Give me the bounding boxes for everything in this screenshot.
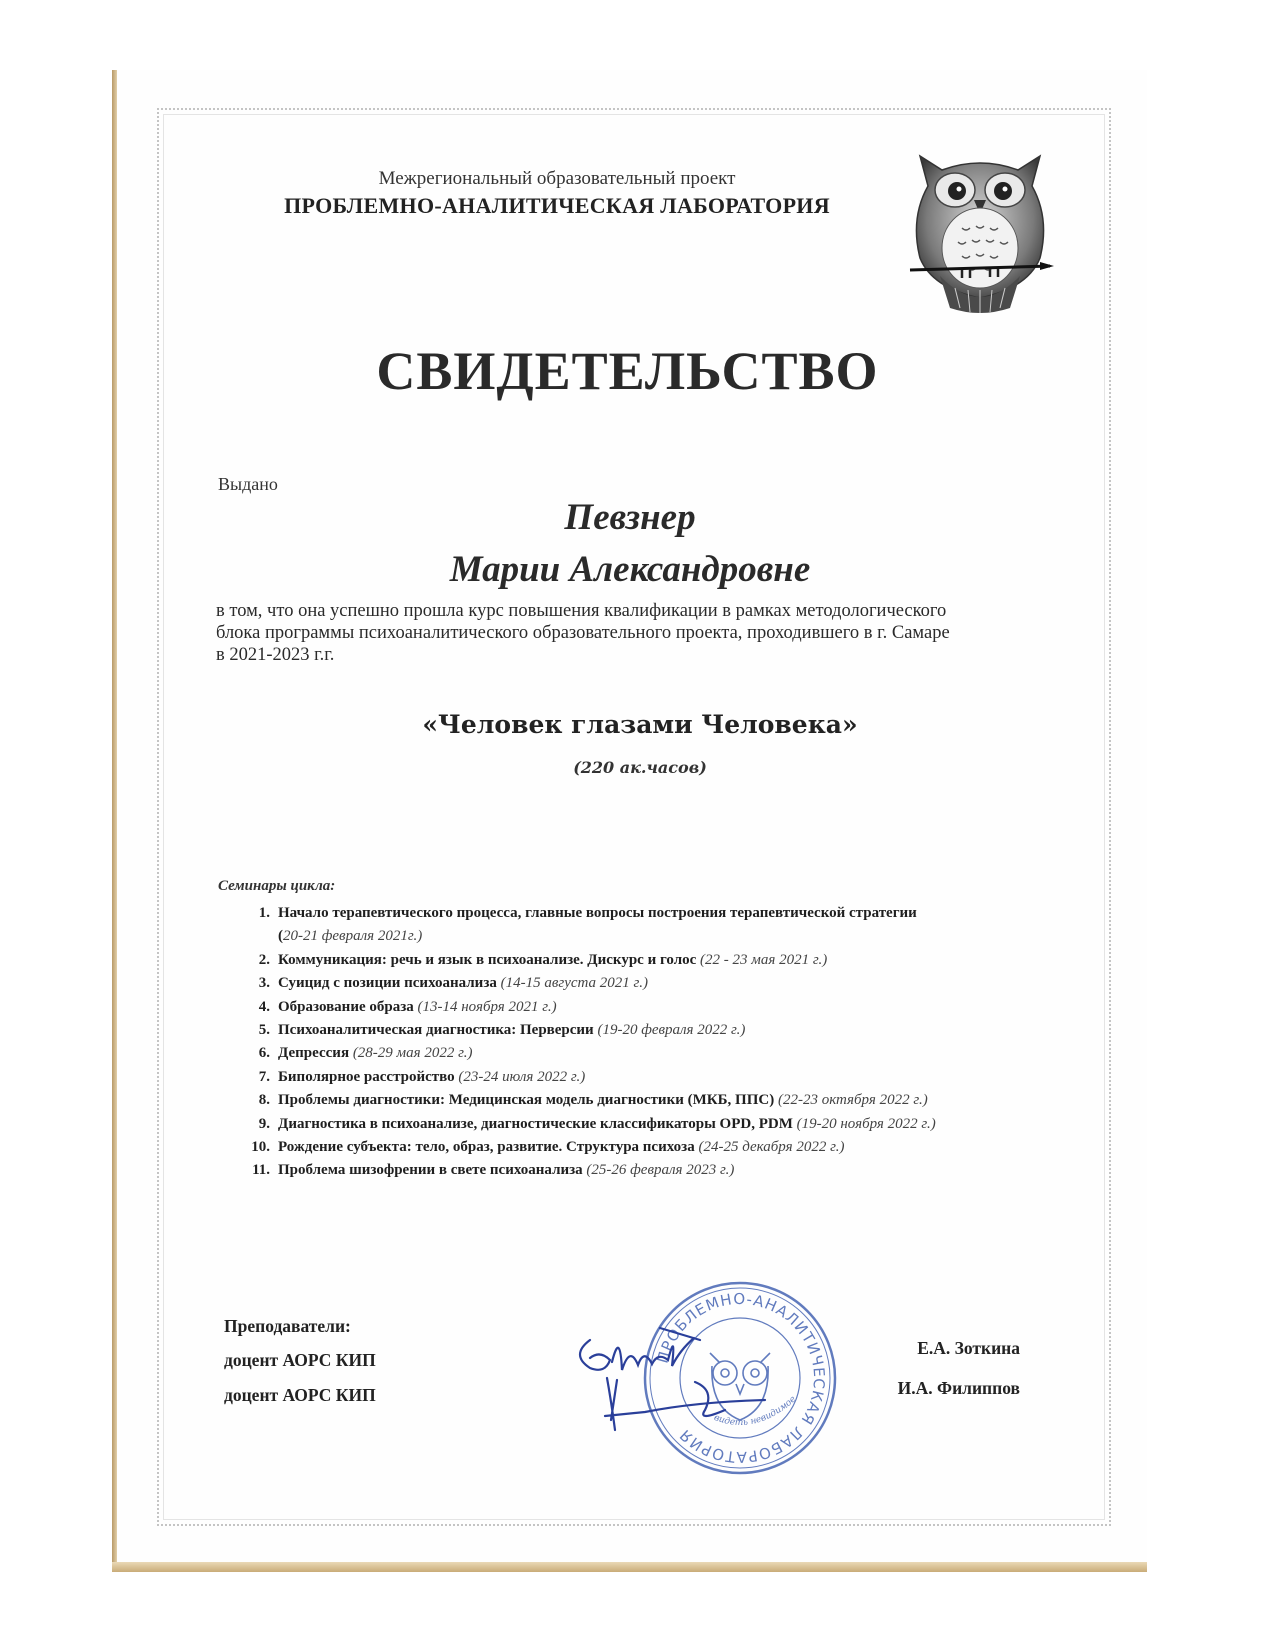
- seminar-dates: (22-23 октября 2022 г.): [777, 1092, 928, 1109]
- seminar-number: 3.: [258, 975, 270, 992]
- seminar-number: 4.: [258, 998, 270, 1015]
- seminar-list: [236, 902, 1056, 1183]
- seminar-item: [236, 996, 1056, 1019]
- project-subtitle: Межрегиональный образовательный проект: [378, 168, 736, 189]
- seminar-number: 5.: [258, 1022, 270, 1039]
- stamp-ring-text: ПРОБЛЕМНО-АНАЛИТИЧЕСКАЯ ЛАБОРАТОРИЯ: [653, 1289, 829, 1467]
- seminar-topic: Рождение субъекта: тело, образ, развитие. Структура психоза: [278, 1139, 695, 1156]
- seminar-number: 11.: [252, 1162, 270, 1179]
- seminar-topic: Начало терапевтического процесса, главные вопросы построения терапевтической стратегии: [278, 905, 917, 921]
- seminar-item: [236, 1042, 1056, 1065]
- body-line: в 2021-2023 г.г.: [216, 645, 335, 665]
- seminar-topic: Психоаналитическая диагностика: Перверсии: [278, 1022, 594, 1039]
- seminar-topic: Образование образа: [278, 998, 414, 1015]
- seminar-dates: (28-29 мая 2022 г.): [352, 1045, 473, 1062]
- body-line: в том, что она успешно прошла курс повышения квалификации в рамках методологического: [216, 601, 947, 621]
- seminar-dates: (13-14 ноября 2021 г.): [417, 998, 557, 1015]
- paper-edge-bottom: [112, 1562, 1147, 1572]
- seminar-topic: Суицид с позиции психоанализа: [278, 975, 497, 992]
- seminar-dates: 20-21 февраля 2021г.): [283, 928, 423, 945]
- seminar-item: [236, 1066, 1056, 1089]
- issued-label: Выдано: [218, 474, 278, 494]
- lab-name: ПРОБЛЕМНО-АНАЛИТИЧЕСКАЯ ЛАБОРАТОРИЯ: [284, 193, 830, 218]
- seminar-number: 6.: [258, 1045, 270, 1062]
- seminar-number: 9.: [258, 1115, 270, 1132]
- seminar-item: [236, 972, 1056, 995]
- seminar-open-paren: (: [278, 928, 283, 945]
- seminar-dates: (19-20 ноября 2022 г.): [796, 1115, 936, 1132]
- seminar-topic: Коммуникация: речь и язык в психоанализе. Дискурс и голос: [278, 951, 697, 968]
- seminar-topic: Проблемы диагностики: Медицинская модель диагностики (МКБ, ППС): [278, 1092, 775, 1109]
- seminars-label: Семинары цикла:: [218, 878, 336, 894]
- seminar-dates: (14-15 августа 2021 г.): [500, 975, 648, 992]
- seminar-topic: Депрессия: [278, 1045, 350, 1062]
- seminar-item: [236, 902, 1056, 949]
- seminar-number: 2.: [258, 951, 270, 968]
- seminar-item: [236, 1089, 1056, 1112]
- seminar-dates: (22 - 23 мая 2021 г.): [700, 951, 828, 968]
- seminar-item: [236, 1113, 1056, 1136]
- signature: [585, 1370, 775, 1440]
- body-line: блока программы психоаналитического образовательного проекта, проходившего в г. Самаре: [216, 623, 950, 643]
- stamp-motto: видеть невидимое: [712, 1394, 799, 1429]
- course-hours: (220 ак.часов): [573, 758, 707, 777]
- seminar-topic: Диагностика в психоанализе, диагностические классификаторы OPD, PDM: [278, 1115, 793, 1132]
- seminar-number: 1.: [258, 905, 270, 921]
- seminar-number: 8.: [258, 1092, 270, 1109]
- recipient-surname: Певзнер: [564, 497, 696, 538]
- document-title: СВИДЕТЕЛЬСТВО: [376, 341, 879, 401]
- owl-logo-icon: [900, 148, 1060, 318]
- seminar-dates: (24-25 декабря 2022 г.): [698, 1139, 845, 1156]
- seminar-topic: Биполярное расстройство: [278, 1068, 455, 1085]
- teacher-name: Е.А. Зоткина: [917, 1338, 1020, 1358]
- seminar-item: [236, 1159, 1056, 1182]
- recipient-given-names: Марии Александровне: [449, 549, 811, 590]
- seminar-topic: Проблема шизофрении в свете психоанализа: [278, 1162, 583, 1179]
- seminar-dates: (23-24 июля 2022 г.): [458, 1068, 586, 1085]
- seminar-number: 7.: [258, 1068, 270, 1085]
- seminar-number: 10.: [251, 1139, 270, 1156]
- certificate-body: [216, 600, 1046, 666]
- seminar-item: [236, 949, 1056, 972]
- seminar-item: [236, 1019, 1056, 1042]
- teacher-rank: доцент АОРС КИП: [224, 1385, 376, 1405]
- course-title: «Человек глазами Человека»: [422, 710, 858, 739]
- seminar-dates: (25-26 февраля 2023 г.): [586, 1162, 735, 1179]
- teacher-rank: доцент АОРС КИП: [224, 1350, 376, 1370]
- teachers-label: Преподаватели:: [224, 1316, 351, 1336]
- seminar-item: [236, 1136, 1056, 1159]
- seminar-dates: (19-20 февраля 2022 г.): [597, 1022, 746, 1039]
- teacher-name: И.А. Филиппов: [897, 1378, 1020, 1398]
